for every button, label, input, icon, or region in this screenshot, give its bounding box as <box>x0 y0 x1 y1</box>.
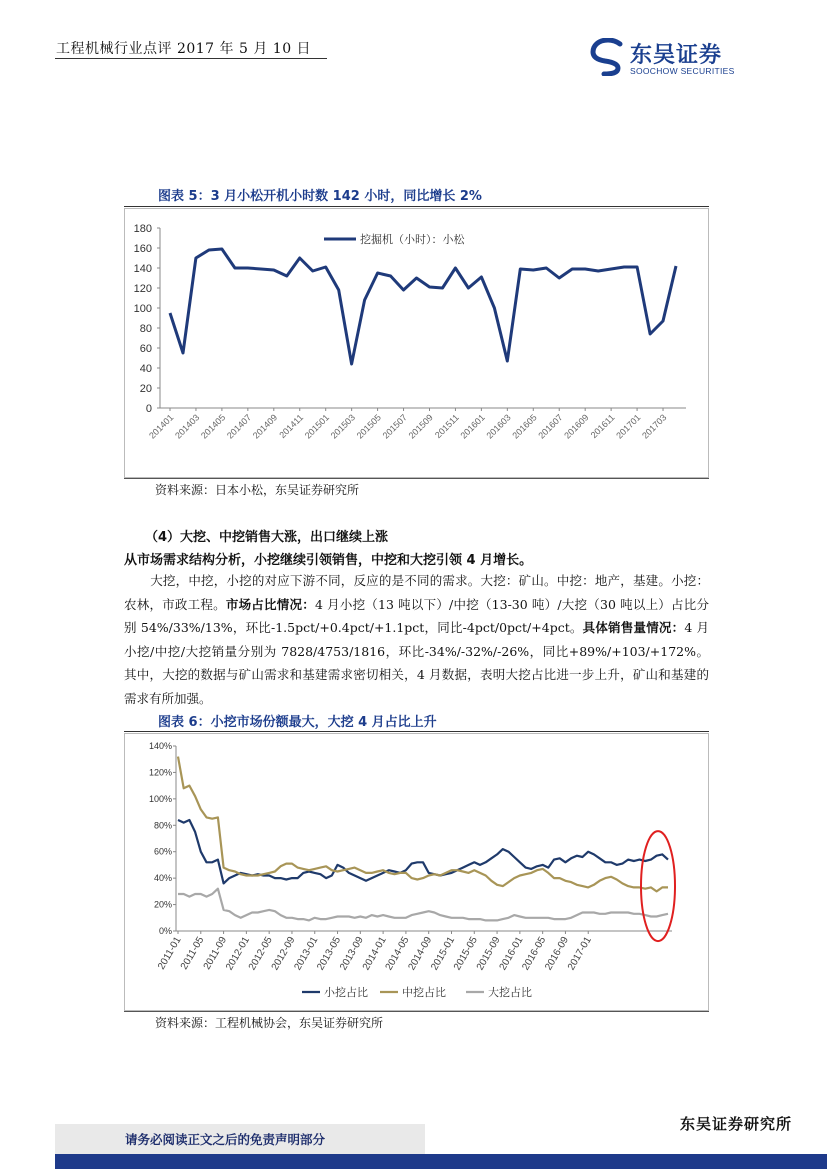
figure6-chart <box>124 733 709 1011</box>
chart1-legend-label: 挖掘机（小时）：小松 <box>360 234 465 246</box>
para-part-a: 大挖，中挖，小挖的对应下游不同，反应的是不同的需求。大挖：矿山。中挖：地产，基建。小挖：农林，市政工程。 <box>124 573 709 612</box>
chart1-x-tick-label: 201411 <box>277 412 306 441</box>
footer-org: 东吴证券研究所 <box>680 1115 793 1133</box>
chart2-y-tick-label: 140% <box>148 741 172 751</box>
chart2-legend-label-2: 中挖占比 <box>402 987 446 999</box>
chart2-y-tick-label: 20% <box>153 899 172 910</box>
figure6-caption: 图表 6：小挖市场份额最大，大挖 4 月占比上升 <box>158 715 437 730</box>
chart2-x-tick-label: 2012-09 <box>269 935 298 973</box>
figure6-top-rule <box>124 731 709 732</box>
chart2-y-tick-label: 0% <box>158 926 172 936</box>
soochow-logo-icon <box>590 38 626 76</box>
figure5-source-rule <box>124 478 709 479</box>
chart1-x-tick-label: 201607 <box>536 412 565 441</box>
chart2-legend-label-1: 小挖占比 <box>324 987 368 999</box>
chart2-y-tick-label: 40% <box>153 873 172 884</box>
chart1-x-tick-label: 201611 <box>588 412 617 441</box>
header-underline <box>55 58 327 59</box>
chart1-x-tick-label: 201605 <box>510 412 539 441</box>
chart2-x-tick-label: 2011-01 <box>156 935 184 972</box>
chart2-x-tick-label: 2012-01 <box>224 935 252 973</box>
chart2-y-tick-label: 120% <box>148 767 172 778</box>
bold-sales-volume: 具体销售量情况： <box>582 620 685 635</box>
chart1-x-tick-label: 201403 <box>173 412 202 441</box>
chart2-y-tick-label: 100% <box>148 793 172 804</box>
chart1-x-tick-label: 201401 <box>147 412 176 441</box>
figure5-caption: 图表 5：3 月小松开机小时数 142 小时，同比增长 2% <box>158 189 482 204</box>
chart2-series-line-3 <box>178 889 668 921</box>
section-heading: （4）大挖、中挖销售大涨，出口继续上涨 <box>145 530 389 545</box>
chart1-x-tick-label: 201511 <box>433 412 461 441</box>
chart1-x-tick-label: 201601 <box>458 412 487 441</box>
chart2-x-tick-label: 2012-05 <box>246 935 275 973</box>
chart1-y-tick-label: 160 <box>133 243 152 255</box>
chart1-y-tick-label: 120 <box>133 283 152 295</box>
chart2-x-tick-label: 2015-05 <box>451 935 480 973</box>
chart1-y-tick-label: 100 <box>133 303 152 315</box>
para-part-b: 4 月小挖（13 吨以下）/中挖（13-30 吨）/大挖（30 吨以上）占比分别 54%/33%/13%，环比-1.5pct/+0.4pct/+1.1pct，同比-4pct/0pct/+4pct。 <box>124 596 709 635</box>
chart1-x-tick-label: 201703 <box>640 412 669 441</box>
logo-main-text: 东吴证券 <box>630 43 723 68</box>
chart2-x-tick-label: 2014-09 <box>406 935 435 973</box>
chart2-x-tick-label: 2013-05 <box>315 935 344 973</box>
chart2-highlight-ellipse <box>641 831 675 941</box>
chart2-x-tick-label: 2014-05 <box>383 935 412 973</box>
chart2-y-tick-label: 60% <box>153 846 172 857</box>
section-lead: 从市场需求结构分析，小挖继续引领销售，中挖和大挖引领 4 月增长。 <box>124 553 533 568</box>
chart2-legend-label-3: 大挖占比 <box>488 987 532 999</box>
chart1-x-tick-label: 201507 <box>380 412 409 441</box>
footer-bar <box>55 1154 827 1169</box>
chart2-x-tick-label: 2011-05 <box>178 935 207 972</box>
svg-text:SCS: SCS <box>597 67 610 73</box>
chart2-series-line-2 <box>178 757 668 892</box>
chart1-y-tick-label: 0 <box>145 403 152 415</box>
logo-sub-text: SOOCHOW SECURITIES <box>630 66 735 76</box>
chart1-x-tick-label: 201603 <box>484 412 513 441</box>
chart2-series-line-1 <box>178 820 668 883</box>
figure6-source-rule <box>124 1011 709 1012</box>
chart1-y-tick-label: 180 <box>133 223 152 235</box>
chart2-y-tick-label: 80% <box>153 820 172 831</box>
chart1-x-tick-label: 201701 <box>614 412 643 441</box>
chart2-x-tick-label: 2014-01 <box>360 935 389 973</box>
chart1-x-tick-label: 201501 <box>302 412 332 441</box>
chart1-y-tick-label: 40 <box>139 363 152 375</box>
chart1-y-tick-label: 80 <box>139 323 152 335</box>
footer-disclaimer: 请务必阅读正文之后的免责声明部分 <box>125 1132 326 1147</box>
chart1-x-tick-label: 201405 <box>198 412 228 441</box>
figure5-top-rule <box>124 206 709 207</box>
chart2-x-tick-label: 2015-01 <box>429 935 458 973</box>
chart1-x-tick-label: 201505 <box>354 412 384 441</box>
figure6-source: 资料来源：工程机械协会，东吴证券研究所 <box>155 1016 384 1030</box>
chart1-y-tick-label: 140 <box>133 263 152 275</box>
chart2-x-tick-label: 2016-05 <box>520 935 549 973</box>
chart1-x-tick-label: 201609 <box>562 412 591 441</box>
bold-market-share: 市场占比情况： <box>225 596 315 612</box>
chart1-x-tick-label: 201503 <box>328 412 358 441</box>
chart1-x-tick-label: 201407 <box>224 412 254 441</box>
chart2-x-tick-label: 2016-09 <box>543 935 572 973</box>
chart1-y-tick-label: 60 <box>139 343 152 355</box>
section-paragraph <box>124 569 709 710</box>
chart1-x-tick-label: 201509 <box>406 412 435 441</box>
chart2-x-tick-label: 2013-01 <box>292 935 321 973</box>
header-title: 工程机械行业点评 2017 年 5 月 10 日 <box>56 41 312 57</box>
figure5-chart <box>124 208 709 478</box>
chart1-x-tick-label: 201409 <box>250 412 280 441</box>
chart2-x-tick-label: 2015-09 <box>474 935 503 973</box>
chart2-x-tick-label: 2016-01 <box>497 935 526 973</box>
chart1-y-tick-label: 20 <box>139 383 152 395</box>
chart2-x-tick-label: 2011-09 <box>201 935 230 972</box>
chart2-x-tick-label: 2017-01 <box>565 935 594 973</box>
chart2-x-tick-label: 2013-09 <box>338 935 366 973</box>
chart1-series-line <box>170 249 676 364</box>
figure5-source: 资料来源：日本小松，东吴证券研究所 <box>155 483 360 497</box>
para-part-c: 4 月小挖/中挖/大挖销量分别为 7828/4753/1816，环比-34%/-32%/-26%，同比+89%/+103/+172%。其中，大挖的数据与矿山需求和基建需求密切相关，4 月数据，表明大挖占比进一步上升，矿山和基建的需求有所加强。 <box>124 620 709 706</box>
